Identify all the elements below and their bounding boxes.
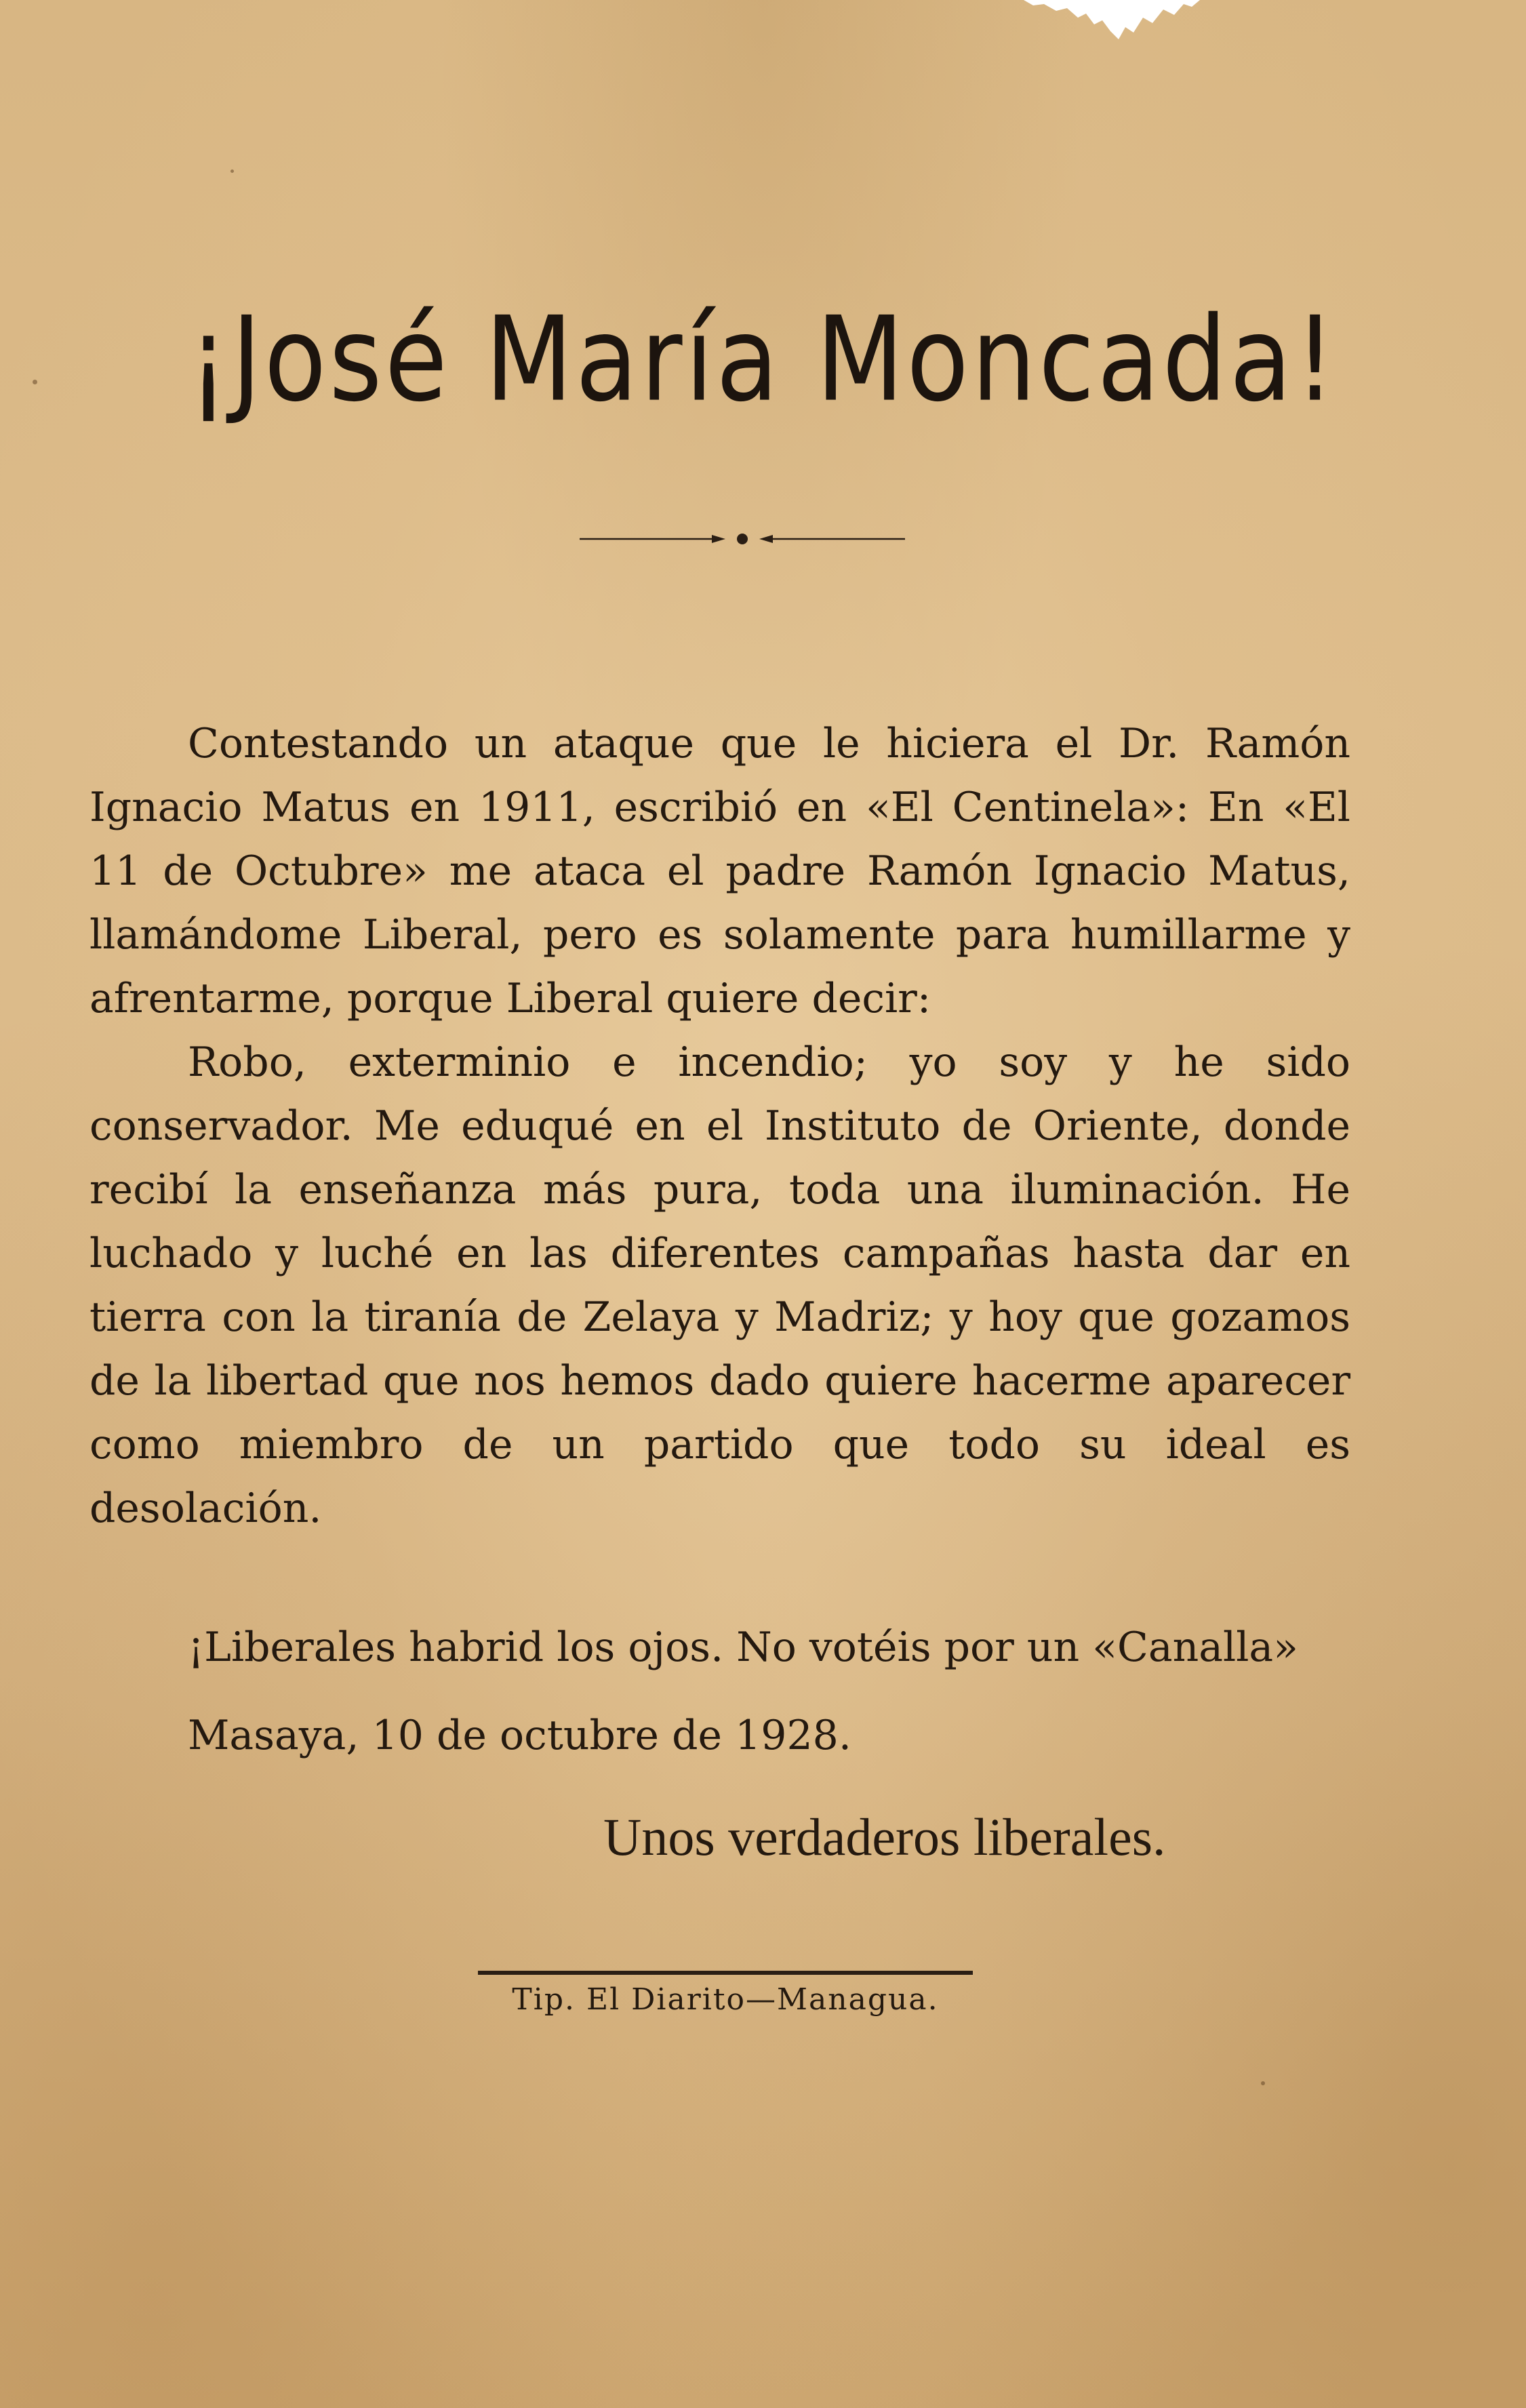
paragraph: Robo, exterminio e incendio; yo soy y he sido conservador. Me eduqué en el Instituto de Oriente, donde recibí la enseñanza más pura, toda una iluminación. He luchado y luché en las diferentes campañas hasta dar en tierra con la tiranía de Zelaya y Madriz; y hoy que gozamos de la libertad que nos hemos dado quiere hacerme aparecer como miembro de un partido que todo su ideal es desolación. [89, 1039, 1350, 1532]
printer-imprint: Tip. El Diarito—Managua. [512, 1982, 939, 2017]
printer-rule [478, 1971, 973, 1975]
paper-speck [1261, 2081, 1265, 2085]
dateline: Masaya, 10 de octubre de 1928. [188, 1712, 851, 1759]
paper-speck [230, 169, 234, 173]
closing-line: ¡Liberales habrid los ojos. No votéis por un «Canalla» [188, 1624, 1298, 1671]
signature: Unos verdaderos liberales. [603, 1807, 1166, 1866]
paragraph: Contestando un ataque que le hiciera el Dr. Ramón Ignacio Matus en 1911, escribió en «El Centinela»: En «El 11 de Octubre» me ataca el padre Ramón Ignacio Matus, llamándome Liberal, pero es solamente para humillarme y afrentarme, porque Liberal quiere decir: [89, 720, 1350, 1022]
body-text [89, 712, 1350, 1540]
torn-edge [1024, 0, 1200, 61]
divider-ornament [580, 529, 905, 549]
page-title: ¡José María Moncada! [188, 292, 1338, 428]
